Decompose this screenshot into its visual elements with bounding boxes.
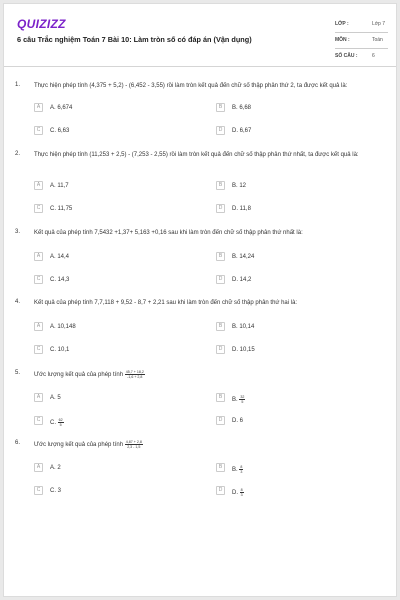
option-text: B. 6,68 (232, 105, 252, 111)
question-text: Thực hiện phép tính (11,253 + 2,5) - (7,253 - 2,55) rồi làm tròn kết quả đến chữ số thập phân thứ nhất, ta được kết quả là: (34, 152, 359, 158)
option-text (232, 395, 245, 404)
option-letter-box: A (34, 103, 43, 112)
question-text: Kết quả của phép tính 7,5432 +1,37+ 5,163 +0,16 sau khi làm tròn đến chữ số thập phân thứ nhất là: (34, 230, 303, 236)
option-letter-box: C (34, 416, 43, 425)
option-text (50, 418, 64, 427)
option-fraction (239, 395, 245, 404)
question-text (34, 440, 390, 450)
option-letter-box: A (34, 322, 43, 331)
option-letter-box: B (216, 252, 225, 261)
option-text: D. 14,2 (232, 277, 252, 283)
question-number: 2. (15, 151, 21, 157)
option-text: C. 3 (50, 488, 62, 494)
question-text-label: Ước lượng kết quả của phép tính (34, 442, 124, 449)
question-number: 5. (15, 370, 21, 376)
option-prefix: B. (232, 397, 238, 404)
option-letter-box: C (34, 345, 43, 354)
option-letter-box: C (34, 204, 43, 213)
option-text: A. 6,674 (50, 105, 73, 111)
option-text: A. 5 (50, 395, 61, 401)
option-text: D. 11,8 (232, 206, 251, 212)
worksheet-meta (335, 17, 388, 65)
header-divider (4, 66, 396, 67)
option-text: B. 10,14 (232, 324, 255, 330)
fraction-numerator: 8 (240, 488, 243, 492)
option-prefix: B. (232, 467, 238, 474)
option-letter-box: B (216, 103, 225, 112)
fraction-denominator: 5 (241, 400, 244, 404)
meta-value: Toán (372, 37, 383, 43)
fraction-numerator: 62 (58, 418, 63, 422)
fraction-numerator: 8 (240, 465, 243, 469)
option-letter-box: A (34, 393, 43, 402)
option-letter-box: D (216, 416, 225, 425)
fraction-denominator: 5 (59, 423, 62, 427)
option-letter-box: D (216, 126, 225, 135)
question-fraction (125, 370, 145, 379)
option-letter-box: D (216, 345, 225, 354)
fraction-numerator: 4,87 + 2,8 (125, 440, 142, 444)
option-text: A. 2 (50, 465, 61, 471)
question-text: Kết quả của phép tính 7,7,118 + 9,52 - 8,7 + 2,21 sau khi làm tròn đến chữ số thập phân thứ hai là: (34, 300, 298, 306)
option-letter-box: B (216, 181, 225, 190)
meta-value: Lớp 7 (372, 21, 386, 27)
meta-label: LỚP : (335, 21, 349, 27)
option-letter-box: D (216, 486, 225, 495)
question-text (34, 370, 390, 380)
option-letter-box: C (34, 486, 43, 495)
fraction-denominator: -1,6 + 2,8 (127, 375, 143, 379)
fraction-numerator: 32 (240, 395, 245, 399)
quizizz-logo: QUIZIZZ (17, 17, 66, 31)
option-letter-box: C (34, 275, 43, 284)
question-number: 1. (15, 82, 21, 88)
option-text: D. 6 (232, 418, 244, 424)
option-text: B. 12 (232, 183, 247, 189)
option-text: D. 10,15 (232, 347, 255, 353)
option-fraction (58, 418, 64, 427)
option-letter-box: B (216, 393, 225, 402)
option-letter-box: C (34, 126, 43, 135)
option-text: A. 14,4 (50, 254, 70, 260)
page-title: 6 câu Trắc nghiệm Toán 7 Bài 10: Làm tròn số có đáp án (Vận dụng) (17, 35, 252, 44)
option-fraction (239, 465, 243, 474)
option-fraction (240, 488, 244, 497)
option-text: B. 14,24 (232, 254, 255, 260)
option-text: C. 14,3 (50, 277, 70, 283)
fraction-numerator: 45,7 + 18,2 (125, 370, 144, 374)
meta-label: SỐ CÂU : (335, 53, 358, 59)
worksheet-page (3, 3, 397, 597)
question-text: Thực hiện phép tính (4,375 + 5,2) - (6,452 - 3,55) rồi làm tròn kết quả đến chữ số thập phân thứ 2, ta được kết quả là: (34, 83, 348, 89)
meta-value: 6 (372, 53, 375, 59)
option-text (232, 465, 243, 474)
question-number: 4. (15, 299, 21, 305)
question-text-label: Ước lượng kết quả của phép tính (34, 372, 124, 379)
option-letter-box: A (34, 181, 43, 190)
fraction-denominator: 3 (240, 470, 243, 474)
meta-question-count (335, 49, 388, 65)
option-text: D. 6,67 (232, 128, 252, 134)
meta-label: MÔN : (335, 37, 350, 43)
option-prefix: C. (50, 420, 56, 427)
option-prefix: D. (232, 490, 238, 497)
option-letter-box: D (216, 204, 225, 213)
meta-grade (335, 17, 388, 33)
option-text: C. 6,63 (50, 128, 70, 134)
option-letter-box: B (216, 322, 225, 331)
option-text: A. 11,7 (50, 183, 69, 189)
question-fraction (125, 440, 143, 449)
meta-subject (335, 33, 388, 49)
option-letter-box: D (216, 275, 225, 284)
question-number: 6. (15, 440, 21, 446)
fraction-denominator: 2,3 - 1,5 (127, 445, 141, 449)
question-number: 3. (15, 229, 21, 235)
option-letter-box: A (34, 463, 43, 472)
option-letter-box: B (216, 463, 225, 472)
option-text: C. 11,75 (50, 206, 73, 212)
option-text: A. 10,148 (50, 324, 76, 330)
fraction-denominator: 3 (240, 493, 243, 497)
option-text (232, 488, 244, 497)
option-text: C. 10,1 (50, 347, 70, 353)
option-letter-box: A (34, 252, 43, 261)
